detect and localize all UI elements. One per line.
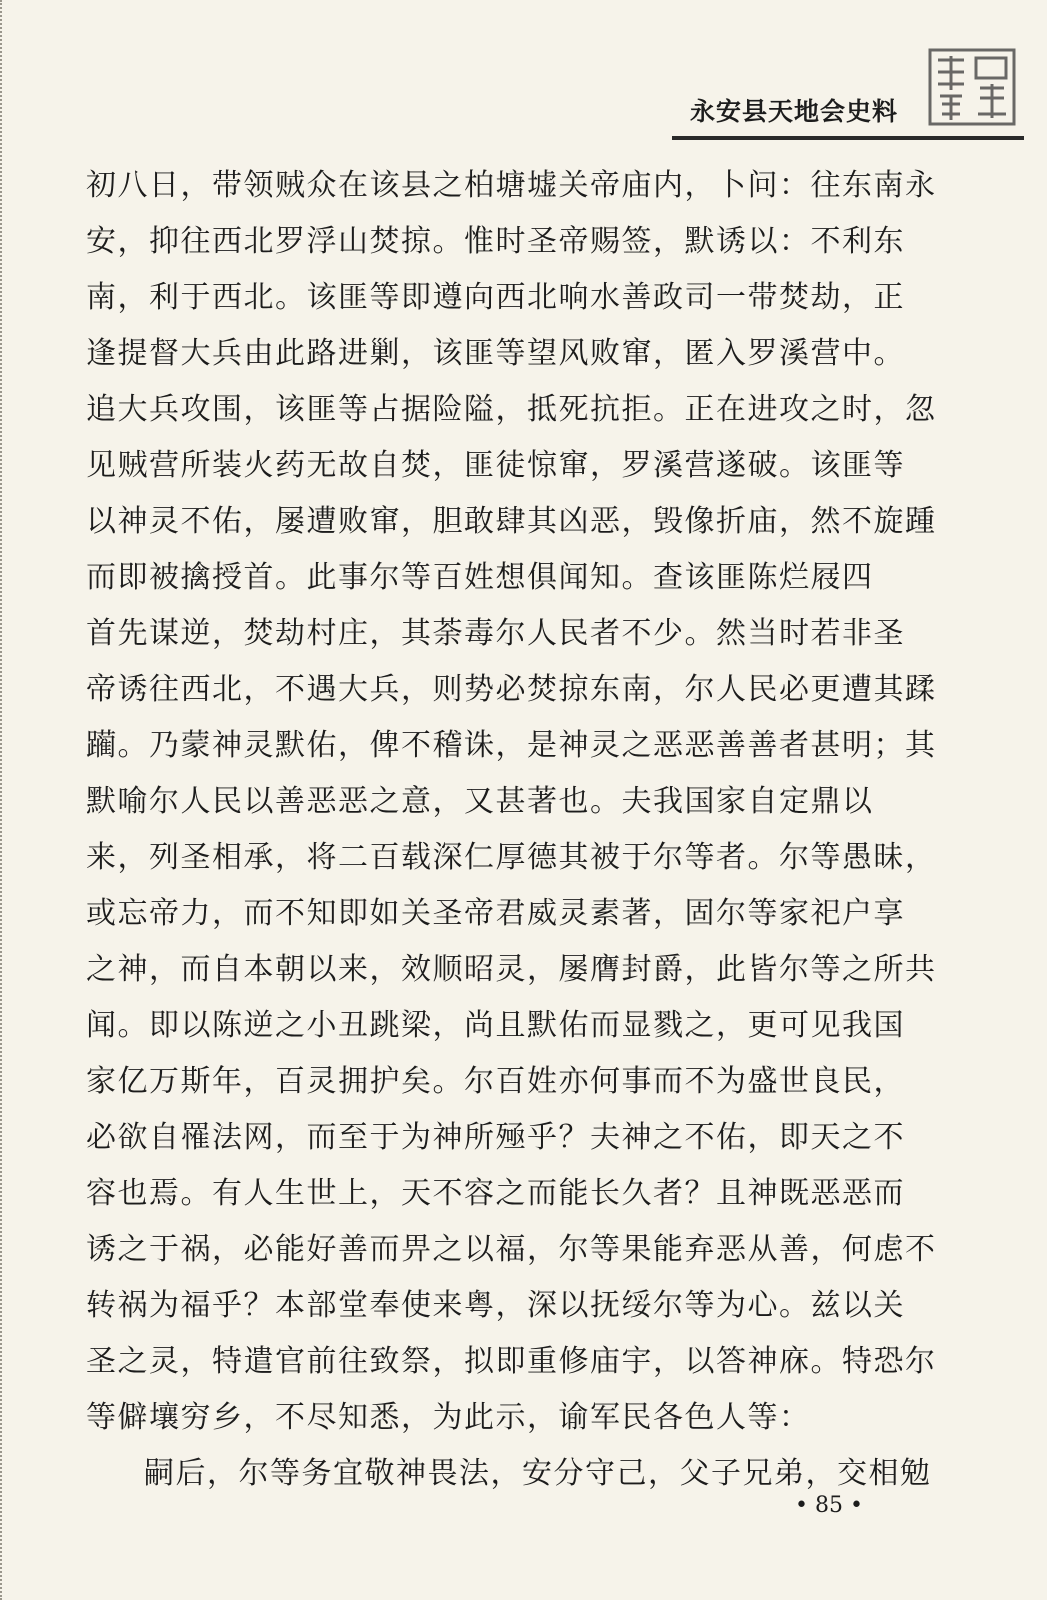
text-line: 南，利于西北。该匪等即遵向西北响水善政司一带焚劫，正: [86, 280, 905, 315]
page-number: • 85 •: [795, 1493, 863, 1518]
text-line: 等僻壤穷乡，不尽知悉，为此示，谕军民各色人等：: [86, 1400, 811, 1435]
text-line: 家亿万斯年，百灵拥护矣。尔百姓亦何事而不为盛世良民，: [86, 1064, 905, 1099]
text-line: 而即被擒授首。此事尔等百姓想俱闻知。查该匪陈烂屐四: [86, 560, 874, 595]
page-binding-edge: [0, 0, 6, 1600]
text-line: 转祸为福乎？本部堂奉使来粤，深以抚绥尔等为心。兹以关: [86, 1288, 905, 1323]
text-line: 必欲自罹法网，而至于为神所殛乎？夫神之不佑，即天之不: [86, 1120, 905, 1155]
text-line: 默喻尔人民以善恶恶之意，又甚著也。夫我国家自定鼎以: [86, 784, 874, 819]
seal-stamp-icon: [928, 48, 1016, 126]
text-line: 诱之于祸，必能好善而畀之以福，尔等果能弃恶从善，何虑不: [86, 1232, 937, 1267]
text-line: 首先谋逆，焚劫村庄，其荼毒尔人民者不少。然当时若非圣: [86, 616, 905, 651]
text-line: 初八日，带领贼众在该县之柏塘墟关帝庙内，卜问：往东南永: [86, 168, 937, 203]
text-line: 见贼营所装火药无故自焚，匪徒惊窜，罗溪营遂破。该匪等: [86, 448, 905, 483]
text-line: 闻。即以陈逆之小丑跳梁，尚且默佑而显戮之，更可见我国: [86, 1008, 905, 1043]
text-line: 来，列圣相承，将二百载深仁厚德其被于尔等者。尔等愚昧，: [86, 840, 937, 875]
text-line: 追大兵攻围，该匪等占据险隘，抵死抗拒。正在进攻之时，忽: [86, 392, 937, 427]
text-line: 圣之灵，特遣官前往致祭，拟即重修庙宇，以答神庥。特恐尔: [86, 1344, 937, 1379]
text-line: 之神，而自本朝以来，效顺昭灵，屡膺封爵，此皆尔等之所共: [86, 952, 937, 987]
text-line: 或忘帝力，而不知即如关圣帝君威灵素著，固尔等家祀户享: [86, 896, 905, 931]
text-line: 以神灵不佑，屡遭败窜，胆敢肆其凶恶，毁像折庙，然不旋踵: [86, 504, 937, 539]
text-line: 躏。乃蒙神灵默佑，俾不稽诛，是神灵之恶恶善善者甚明；其: [86, 728, 937, 763]
running-header-title: 永安县天地会史料: [690, 97, 899, 126]
text-line-paragraph-start: 嗣后，尔等务宜敬神畏法，安分守己，父子兄弟，交相勉: [144, 1456, 932, 1491]
text-line: 容也焉。有人生世上，天不容之而能长久者？且神既恶恶而: [86, 1176, 905, 1211]
text-line: 逢提督大兵由此路进剿，该匪等望风败窜，匿入罗溪营中。: [86, 336, 905, 371]
text-line: 安，抑往西北罗浮山焚掠。惟时圣帝赐签，默诱以：不利东: [86, 224, 905, 259]
header-rule: [672, 136, 1024, 140]
text-line: 帝诱往西北，不遇大兵，则势必焚掠东南，尔人民必更遭其蹂: [86, 672, 937, 707]
body-text: [86, 158, 937, 1502]
